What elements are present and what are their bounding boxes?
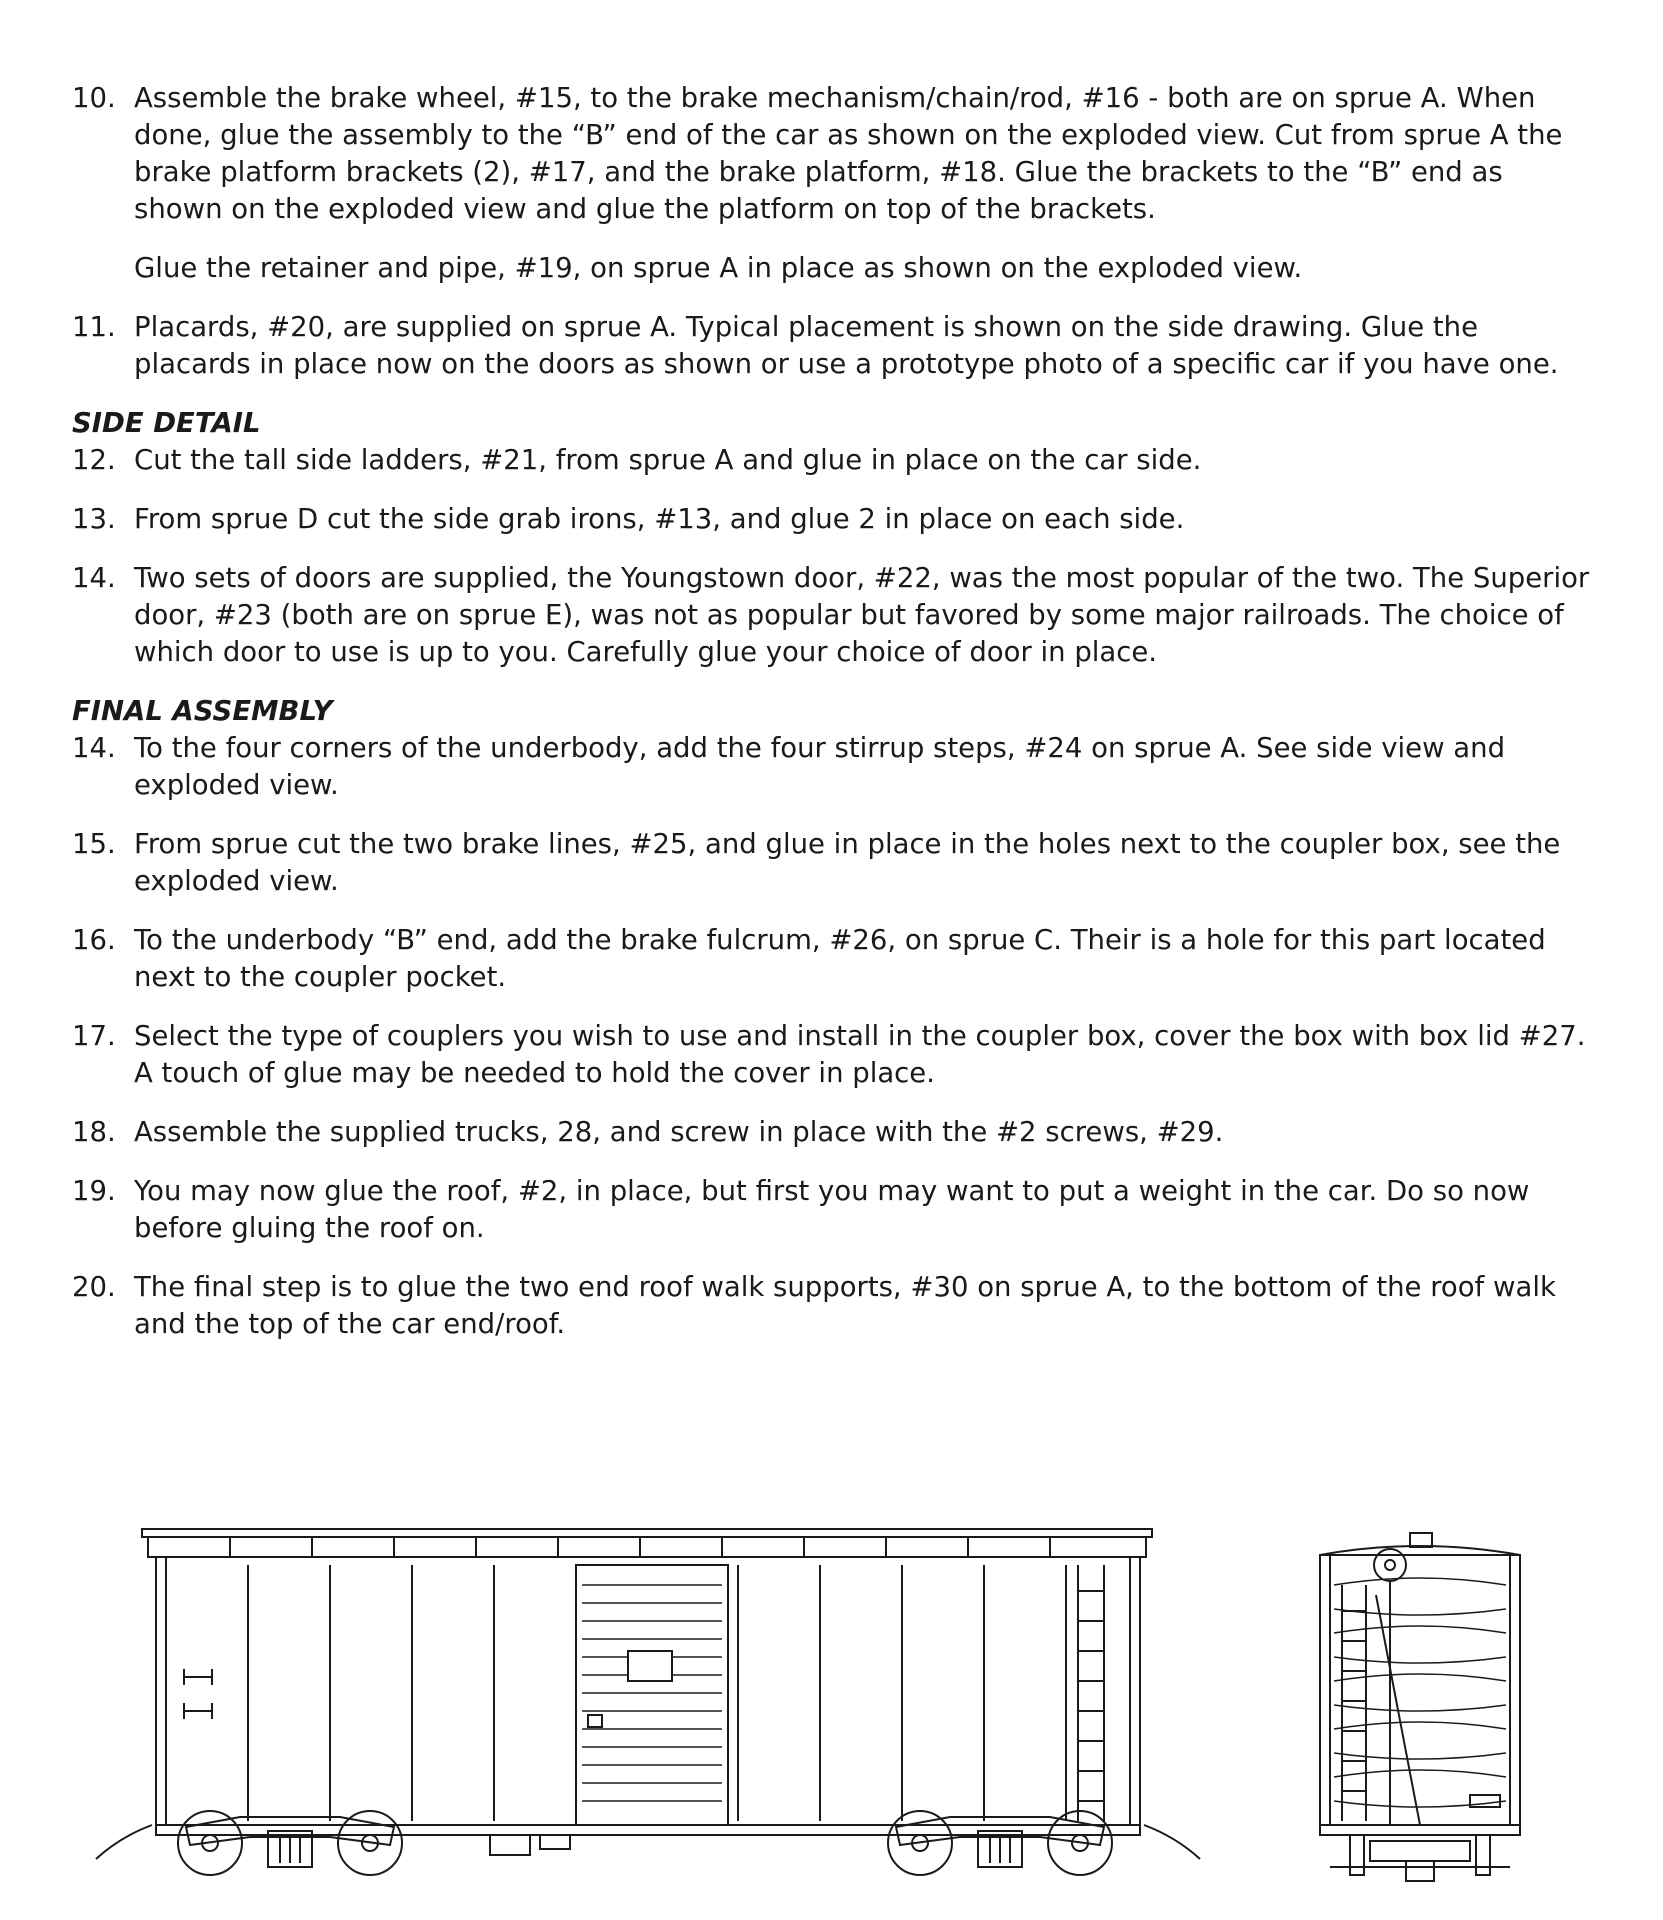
- step-12: [72, 442, 1592, 479]
- step-number: 14.: [72, 732, 116, 764]
- section-heading-side-detail: SIDE DETAIL: [72, 407, 261, 439]
- door-corrugations: [582, 1585, 722, 1801]
- step-number: 14.: [72, 562, 116, 594]
- boxcar-end-view-drawing: [1290, 1525, 1550, 1885]
- end-corrugations: [1334, 1578, 1506, 1807]
- step-text: Assemble the brake wheel, #15, to the brake mechanism/chain/rod, #16 - both are on sprue A. When done, glue the assembly to the “B” end of the car as shown on the exploded view. Cut from sprue A the brake platform brackets (2), #17, and the brake platform, #18. Glue the brackets to the “B” end as shown on the exploded view and glue the platform on top of the brackets.: [134, 82, 1563, 225]
- step-14-stirrups: [72, 730, 1592, 804]
- step-number: 16.: [72, 924, 116, 956]
- step-text: Select the type of couplers you wish to use and install in the coupler box, cover the box with box lid #27. A touch of glue may be needed to hold the cover in place.: [134, 1020, 1586, 1089]
- step-number: 20.: [72, 1271, 116, 1303]
- brake-cylinder: [490, 1835, 530, 1855]
- roof-walk: [142, 1529, 1152, 1537]
- roof: [148, 1537, 1146, 1557]
- step-text: Assemble the supplied trucks, 28, and screw in place with the #2 screws, #29.: [134, 1116, 1224, 1148]
- step-14-doors: [72, 560, 1592, 671]
- step-text: The final step is to glue the two end roof walk supports, #30 on sprue A, to the bottom of the roof walk and the top of the car end/roof.: [134, 1271, 1556, 1340]
- step-13: [72, 501, 1592, 538]
- step-19: [72, 1173, 1592, 1247]
- step-10: [72, 80, 1592, 228]
- truck-left: [178, 1811, 402, 1875]
- boxcar-side-view-drawing: [90, 1525, 1220, 1885]
- step-number: 10.: [72, 82, 116, 114]
- coupler-right: [1144, 1825, 1200, 1859]
- step-text: From sprue D cut the side grab irons, #13, and glue 2 in place on each side.: [134, 503, 1185, 535]
- side-ladder: [1078, 1565, 1104, 1821]
- step-15: [72, 826, 1592, 900]
- step-text: Placards, #20, are supplied on sprue A. Typical placement is shown on the side drawing. Glue the placards in place now on the doors as shown or use a prototype photo of a specific car if you have one.: [134, 311, 1559, 380]
- step-number: 11.: [72, 311, 116, 343]
- step-10-note: Glue the retainer and pipe, #19, on sprue A in place as shown on the exploded view.: [134, 252, 1303, 284]
- step-number: 17.: [72, 1020, 116, 1052]
- step-text: From sprue cut the two brake lines, #25, and glue in place in the holes next to the coupler box, see the exploded view.: [134, 828, 1561, 897]
- instructions-text: [72, 80, 1592, 1365]
- roof-ribs: [230, 1537, 1050, 1557]
- end-truck: [1330, 1835, 1510, 1881]
- step-number: 13.: [72, 503, 116, 535]
- door-latch: [588, 1715, 602, 1727]
- car-body: [156, 1557, 1140, 1825]
- step-number: 12.: [72, 444, 116, 476]
- brake-wheel: [1374, 1549, 1406, 1581]
- end-ladder: [1342, 1585, 1366, 1821]
- step-number: 15.: [72, 828, 116, 860]
- step-text: Cut the tall side ladders, #21, from sprue A and glue in place on the car side.: [134, 444, 1202, 476]
- step-16: [72, 922, 1592, 996]
- section-heading-final-assembly: FINAL ASSEMBLY: [72, 695, 333, 727]
- end-body: [1320, 1555, 1520, 1825]
- step-text: Two sets of doors are supplied, the Youngstown door, #22, was the most popular of the two. The Superior door, #23 (both are on sprue E), was not as popular but favored by some major railroads. The choice of which door to use is up to you. Carefully glue your choice of door in place.: [134, 562, 1590, 668]
- coupler-left: [96, 1825, 152, 1859]
- door-placard: [628, 1651, 672, 1681]
- step-number: 18.: [72, 1116, 116, 1148]
- step-number: 19.: [72, 1175, 116, 1207]
- step-text: To the four corners of the underbody, add the four stirrup steps, #24 on sprue A. See side view and exploded view.: [134, 732, 1506, 801]
- grab-irons: [184, 1669, 212, 1719]
- side-door: [576, 1565, 728, 1825]
- step-text: To the underbody “B” end, add the brake fulcrum, #26, on sprue C. Their is a hole for this part located next to the coupler pocket.: [134, 924, 1546, 993]
- step-11: [72, 309, 1592, 383]
- step-17: [72, 1018, 1592, 1092]
- step-18: [72, 1114, 1592, 1151]
- step-text: You may now glue the roof, #2, in place, but first you may want to put a weight in the car. Do so now before gluing the roof on.: [134, 1175, 1530, 1244]
- step-20: [72, 1269, 1592, 1343]
